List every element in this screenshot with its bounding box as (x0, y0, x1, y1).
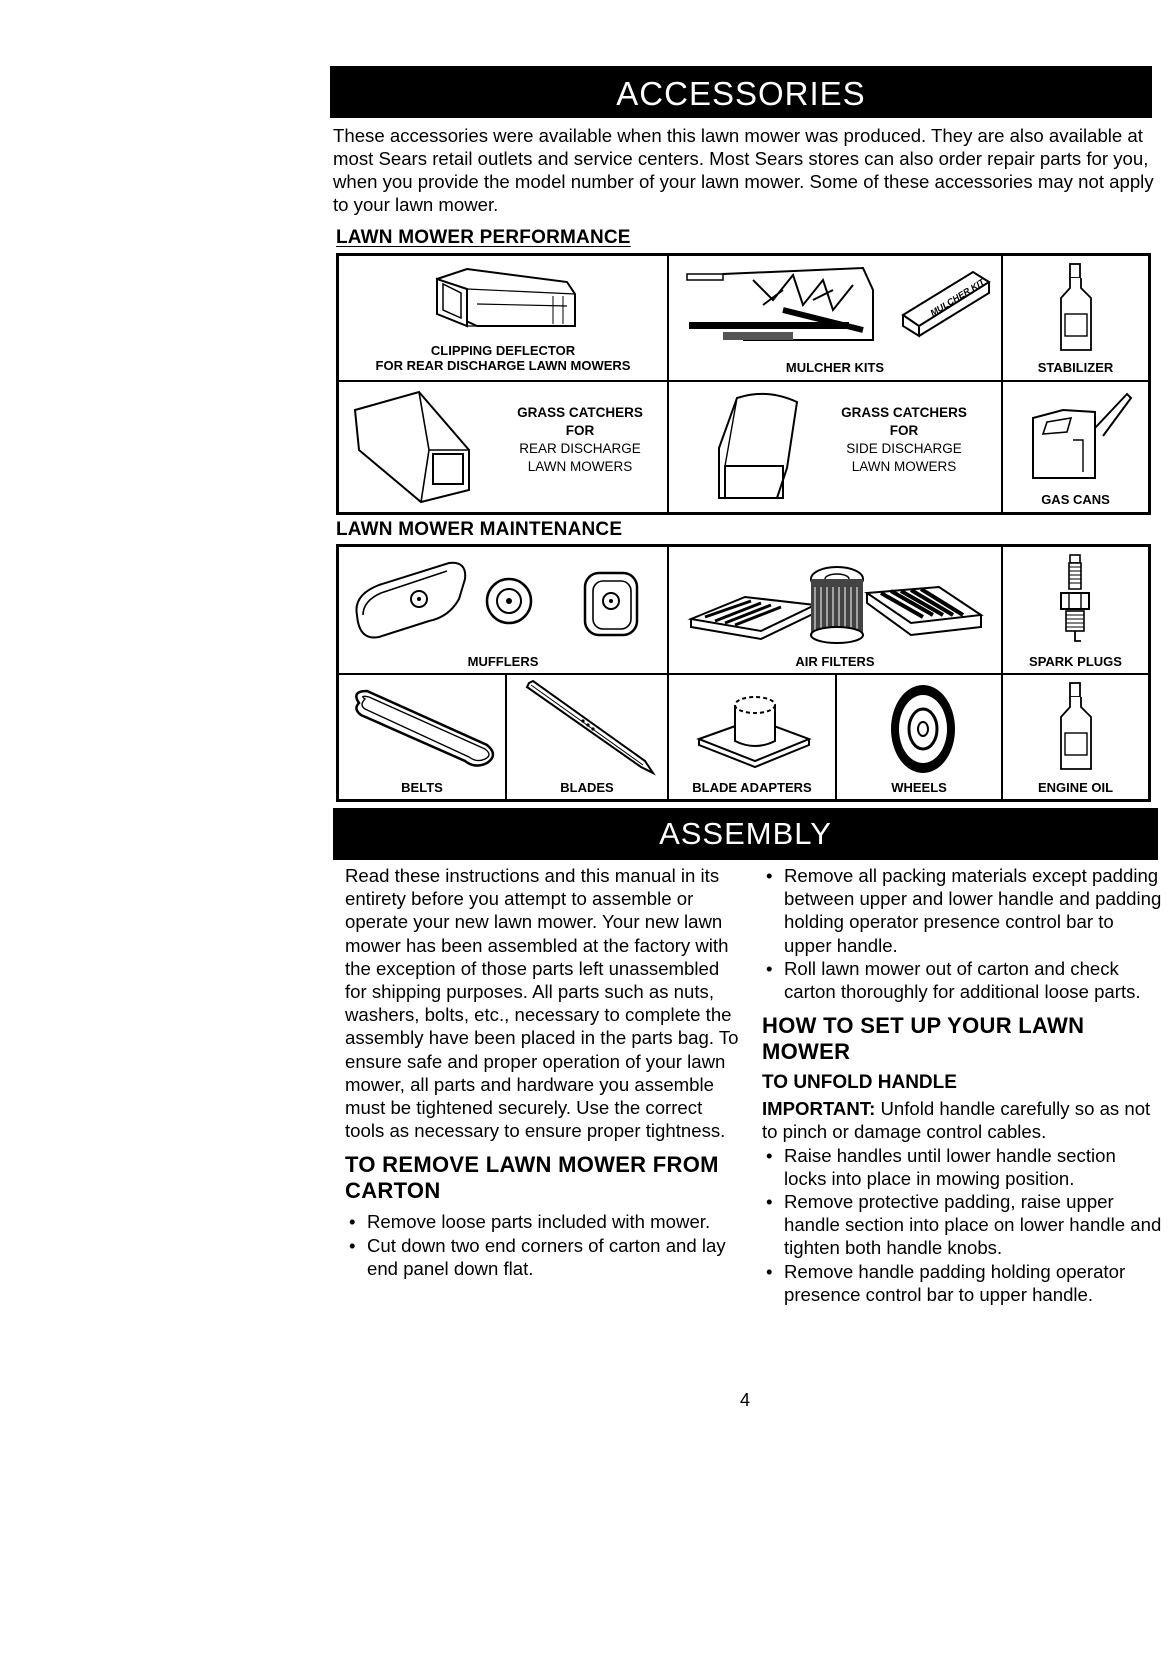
cell-belts (338, 674, 506, 800)
engine-oil-caption: ENGINE OIL (1037, 780, 1114, 795)
blades-caption: BLADES (560, 780, 614, 795)
cell-engine-oil (1002, 674, 1149, 800)
list-item: • Remove loose parts included with mower. (345, 1210, 745, 1233)
caption-line-4: LAWN MOWERS (851, 459, 957, 474)
cell-grass-catchers-side (668, 381, 1002, 513)
clipping-deflector-illustration (427, 264, 587, 334)
cell-mulcher-kits (668, 255, 1002, 381)
cell-grass-catchers-rear (338, 381, 668, 513)
wheel-icon (883, 679, 963, 779)
list-item: • Remove handle padding holding operator presence control bar to upper handle. (762, 1260, 1162, 1306)
spark-plugs-caption: SPARK PLUGS (1029, 654, 1122, 669)
stabilizer-bottle-icon (1053, 262, 1099, 354)
cell-spark-plugs (1002, 546, 1149, 674)
blade-adapter-illustration (695, 683, 815, 775)
remove-carton-heading: TO REMOVE LAWN MOWER FROM CARTON (345, 1152, 719, 1204)
unfold-handle-list (762, 1144, 1162, 1306)
caption-line-3: SIDE DISCHARGE (846, 441, 962, 456)
setup-heading: HOW TO SET UP YOUR LAWN MOWER (762, 1013, 1085, 1065)
spark-plug-icon (1055, 553, 1095, 649)
cell-gas-cans (1002, 381, 1149, 513)
page-number: 4 (740, 1390, 751, 1410)
side-grass-catchers-caption (809, 404, 999, 476)
important-label: IMPORTANT: (762, 1098, 876, 1120)
blade-illustration (521, 679, 661, 779)
engine-oil-bottle-icon (1053, 681, 1099, 773)
clipping-deflector-caption (339, 343, 667, 373)
mulcher-kit-illustration (683, 260, 993, 348)
rear-grass-catcher-illustration (349, 390, 489, 505)
cell-blades (506, 674, 668, 800)
mufflers-illustration (349, 555, 659, 651)
caption-line-1: GRASS CATCHERS (841, 405, 967, 420)
assembly-intro: Read these instructions and this manual in its entirety before you attempt to assemble or operate your new lawn mower. Your new lawn mower has been assembled at the factory with the exception of those parts left unassembled for shipping purposes. All parts such as nuts, washers, bolts, etc., necessary to complete the assembly have been placed in the parts bag. To ensure safe and proper operation of your lawn mower, all parts and hardware you assemble must be tightened securely. Use the correct tools as necessary to ensure proper tightness. (345, 865, 739, 1142)
unfold-handle-heading: TO UNFOLD HANDLE (762, 1072, 957, 1094)
wheels-caption: WHEELS (891, 780, 947, 795)
caption-line-3: REAR DISCHARGE (519, 441, 641, 456)
stabilizer-caption: STABILIZER (1037, 360, 1114, 375)
cell-air-filters (668, 546, 1002, 674)
maintenance-heading: LAWN MOWER MAINTENANCE (336, 519, 623, 540)
performance-grid (336, 253, 1151, 515)
rear-grass-catchers-caption (485, 404, 668, 476)
accessories-intro: These accessories were available when this lawn mower was produced. They are also available at most Sears retail outlets and service centers. Most Sears stores can also order repair parts for you, when you provide the model number of your lawn mower. Some of these accessories may not apply to your lawn mower. (333, 125, 1154, 215)
accessories-title: ACCESSORIES (616, 75, 866, 112)
list-item: • Remove protective padding, raise upper handle section into place on lower handle and tighten both handle knobs. (762, 1190, 1162, 1260)
caption-line-2: FOR (565, 423, 595, 438)
cell-clipping-deflector (338, 255, 668, 381)
assembly-right-column (762, 864, 1162, 1306)
cell-blade-adapters (668, 674, 836, 800)
list-item: • Roll lawn mower out of carton and check carton thoroughly for additional loose parts. (762, 957, 1162, 1003)
caption-line-4: LAWN MOWERS (527, 459, 633, 474)
side-grass-catcher-illustration (707, 388, 817, 508)
list-item: • Raise handles until lower handle section locks into place in mowing position. (762, 1144, 1162, 1190)
mulcher-kit-box-label: MULCHER KIT (928, 276, 987, 319)
accessories-banner (330, 66, 1152, 118)
important-text: Unfold handle carefully so as not to pinch or damage control cables. (762, 1098, 1151, 1143)
assembly-left-column (345, 864, 745, 1280)
list-item: • Cut down two end corners of carton and lay end panel down flat. (345, 1234, 745, 1280)
remove-carton-list-continued (762, 864, 1162, 1003)
air-filters-caption: AIR FILTERS (795, 654, 875, 669)
list-item: • Remove all packing materials except padding between upper and lower handle and padding holding operator presence control bar to upper handle. (762, 864, 1162, 957)
important-note (762, 1097, 1162, 1143)
mulcher-kits-caption: MULCHER KITS (785, 360, 885, 375)
caption-line-1: GRASS CATCHERS (517, 405, 643, 420)
performance-heading: LAWN MOWER PERFORMANCE (336, 227, 631, 248)
blade-adapters-caption: BLADE ADAPTERS (692, 780, 812, 795)
air-filters-illustration (685, 557, 989, 647)
gas-cans-caption: GAS CANS (1041, 492, 1110, 507)
caption-line-2: FOR (889, 423, 919, 438)
assembly-banner (333, 808, 1158, 860)
remove-carton-list (345, 1210, 745, 1280)
belts-caption: BELTS (401, 780, 443, 795)
mufflers-caption: MUFFLERS (467, 654, 539, 669)
maintenance-grid (336, 544, 1151, 802)
caption-line-2: FOR REAR DISCHARGE LAWN MOWERS (375, 358, 631, 373)
caption-line-1: CLIPPING DEFLECTOR (430, 343, 576, 358)
cell-wheels (836, 674, 1002, 800)
cell-mufflers (338, 546, 668, 674)
assembly-title: ASSEMBLY (659, 816, 832, 851)
gas-can-icon (1023, 388, 1133, 484)
belt-illustration (347, 685, 501, 771)
cell-stabilizer (1002, 255, 1149, 381)
